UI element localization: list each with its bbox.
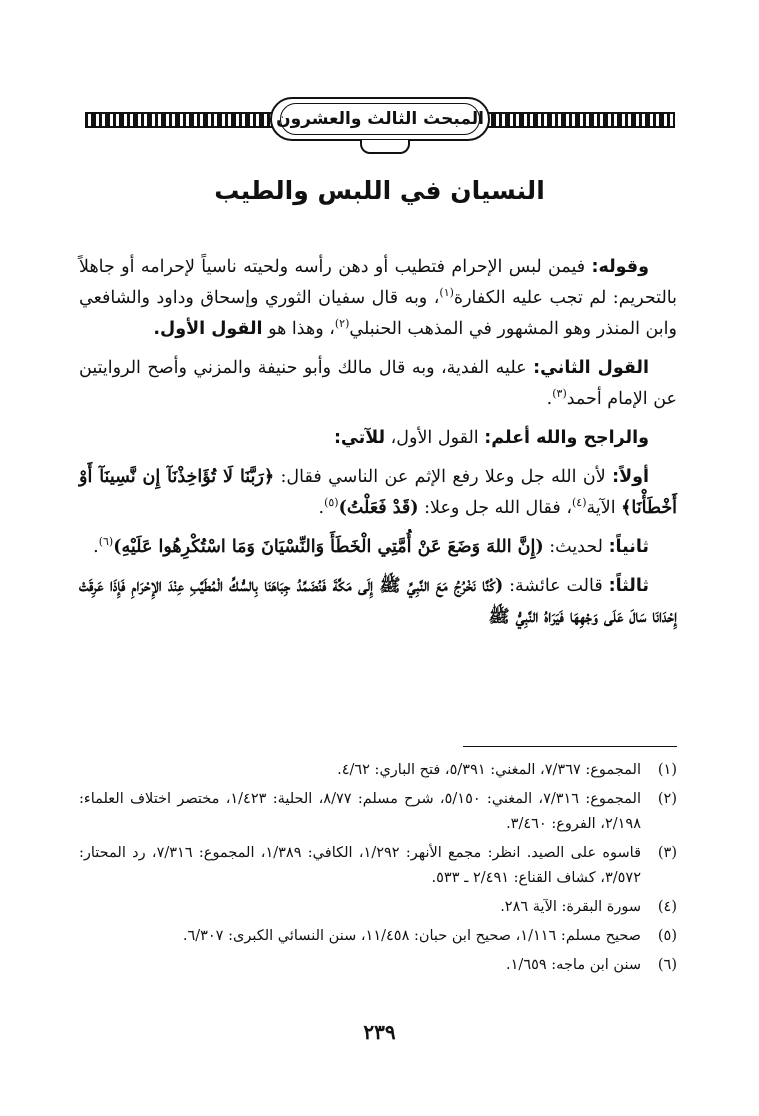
paragraph-1: [79, 252, 677, 345]
paragraph-text: .: [318, 498, 325, 518]
paragraph-text: .: [546, 389, 553, 409]
footnote-number: (٣): [657, 845, 677, 861]
page-number: ٢٣٩: [363, 1020, 396, 1044]
paragraph-6: [79, 571, 677, 633]
paragraph-text: قالت عائشة:: [503, 576, 609, 596]
paragraph-lead: أولاً:: [612, 467, 649, 487]
paragraph-text: لأن الله جل وعلا رفع الإثم عن الناسي فقال:: [274, 467, 613, 487]
paragraph-text: ، وهذا هو: [262, 319, 335, 339]
footnote-number: (٢): [657, 791, 677, 807]
paragraph-3: [79, 423, 677, 454]
paragraph-text: عليه الفدية، وبه قال مالك وأبو حنيفة والمزني وأصح الروايتين عن الإمام أحمد: [79, 358, 677, 409]
paragraph-lead: القول الثاني:: [533, 358, 649, 378]
paragraph-lead: ثانياً:: [608, 537, 649, 557]
paragraph-text: ، وبه قال سفيان الثوري وإسحاق وداود والشافعي وابن المنذر وهو المشهور في المذهب الحنبلي: [79, 288, 677, 339]
footnote-number: (٤): [657, 899, 677, 915]
footnote-item: [79, 953, 677, 978]
footnote-text: سورة البقرة: الآية ٢٨٦.: [500, 899, 641, 915]
section-tab-decoration: [360, 140, 410, 154]
footnote-ref: (٦): [98, 535, 114, 549]
hadith-quote: (كُنَّا نَخْرُجُ مَعَ النَّبِيِّ ﷺ إِلَى مَكَّةَ فَنُضَمِّدُ جِبَاهَنَا بِالسُّكِّ الْمُطَيَّبِ عِنْدَ الإِحْرَامِ فَإِذَا عَرِقَتْ إِحْدَانَا سَالَ عَلَى وَجْهِهَا فَيَرَاهُ النَّبِيُّ ﷺ: [79, 576, 677, 627]
footnote-item: [79, 841, 677, 891]
header-ornament-left: [85, 112, 275, 128]
paragraph-text: فيمن لبس الإحرام فتطيب أو دهن رأسه ولحيته ناسياً لإحرامه أو جاهلاً بالتحريم: لم تجب عليه الكفارة: [79, 257, 677, 308]
paragraph-5: [79, 532, 677, 563]
section-label: المبحث الثالث والعشرون: [276, 109, 484, 129]
hadith-quote: (قَدْ فَعَلْتُ): [338, 498, 419, 518]
header-ornament-right: [485, 112, 675, 128]
footnote-ref: (٤): [571, 496, 587, 510]
paragraph-text: القول الأول،: [385, 428, 485, 448]
footnote-text: قاسوه على الصيد. انظر: مجمع الأنهر: ١/٢٩٢، الكافي: ١/٣٨٩، المجموع: ٧/٣١٦، رد المحتار: ٣/٥٧٢، كشاف القناع: ٢/٤٩١ ـ ٥٣٣.: [79, 845, 641, 886]
paragraph-bold-end: للآتي:: [333, 428, 386, 448]
chapter-title: النسيان في اللبس والطيب: [214, 176, 545, 205]
footnote-text: المجموع: ٧/٣١٦، المغني: ٥/١٥٠، شرح مسلم: ٨/٧٧، الحلية: ١/٤٢٣، مختصر اختلاف العلماء: ٢/١٩٨، الفروع: ٣/٤٦٠.: [79, 791, 641, 832]
footnote-item: [79, 787, 677, 837]
footnote-number: (١): [657, 762, 677, 778]
paragraph-lead: والراجح والله أعلم:: [484, 428, 649, 448]
footnote-item: [79, 924, 677, 949]
paragraph-bold-end: القول الأول.: [153, 319, 263, 339]
paragraph-text: الآية: [586, 498, 622, 518]
hadith-quote: (إِنَّ اللهَ وَضَعَ عَنْ أُمَّتِي الْخَطَأَ وَالنِّسْيَانَ وَمَا اسْتُكْرِهُوا عَلَيْهِ): [113, 537, 544, 557]
paragraph-text: لحديث:: [543, 537, 609, 557]
paragraph-4: [79, 462, 677, 524]
footnote-ref: (٢): [334, 317, 350, 331]
footnote-text: سنن ابن ماجه: ١/٦٥٩.: [506, 957, 641, 973]
paragraph-lead: وقوله:: [591, 257, 649, 277]
footnote-ref: (١): [439, 286, 454, 300]
footnote-ref: (٥): [324, 496, 339, 510]
main-text: [79, 252, 677, 641]
footnote-item: [79, 895, 677, 920]
footnote-ref: (٣): [552, 387, 567, 401]
footnote-divider: [463, 746, 677, 747]
paragraph-2: [79, 353, 677, 415]
section-header: [85, 97, 675, 143]
section-label-box: [270, 97, 490, 141]
footnote-item: [79, 758, 677, 783]
footnote-number: (٦): [657, 957, 677, 973]
quran-verse: ﴿رَبَّنَا لَا تُؤَاخِذْنَآ إِن نَّسِينَآ أَوْ أَخْطَأْنَا﴾: [79, 467, 677, 518]
footnote-text: المجموع: ٧/٣٦٧، المغني: ٥/٣٩١، فتح الباري: ٤/٦٢.: [337, 762, 641, 778]
footnotes-list: [79, 758, 677, 982]
footnote-text: صحيح مسلم: ١/١١٦، صحيح ابن حبان: ١١/٤٥٨، سنن النسائي الكبرى: ٦/٣٠٧.: [182, 928, 641, 944]
paragraph-text: .: [93, 537, 99, 557]
paragraph-lead: ثالثاً:: [608, 576, 650, 596]
paragraph-text: ، فقال الله جل وعلا:: [418, 498, 572, 518]
footnote-number: (٥): [657, 928, 677, 944]
